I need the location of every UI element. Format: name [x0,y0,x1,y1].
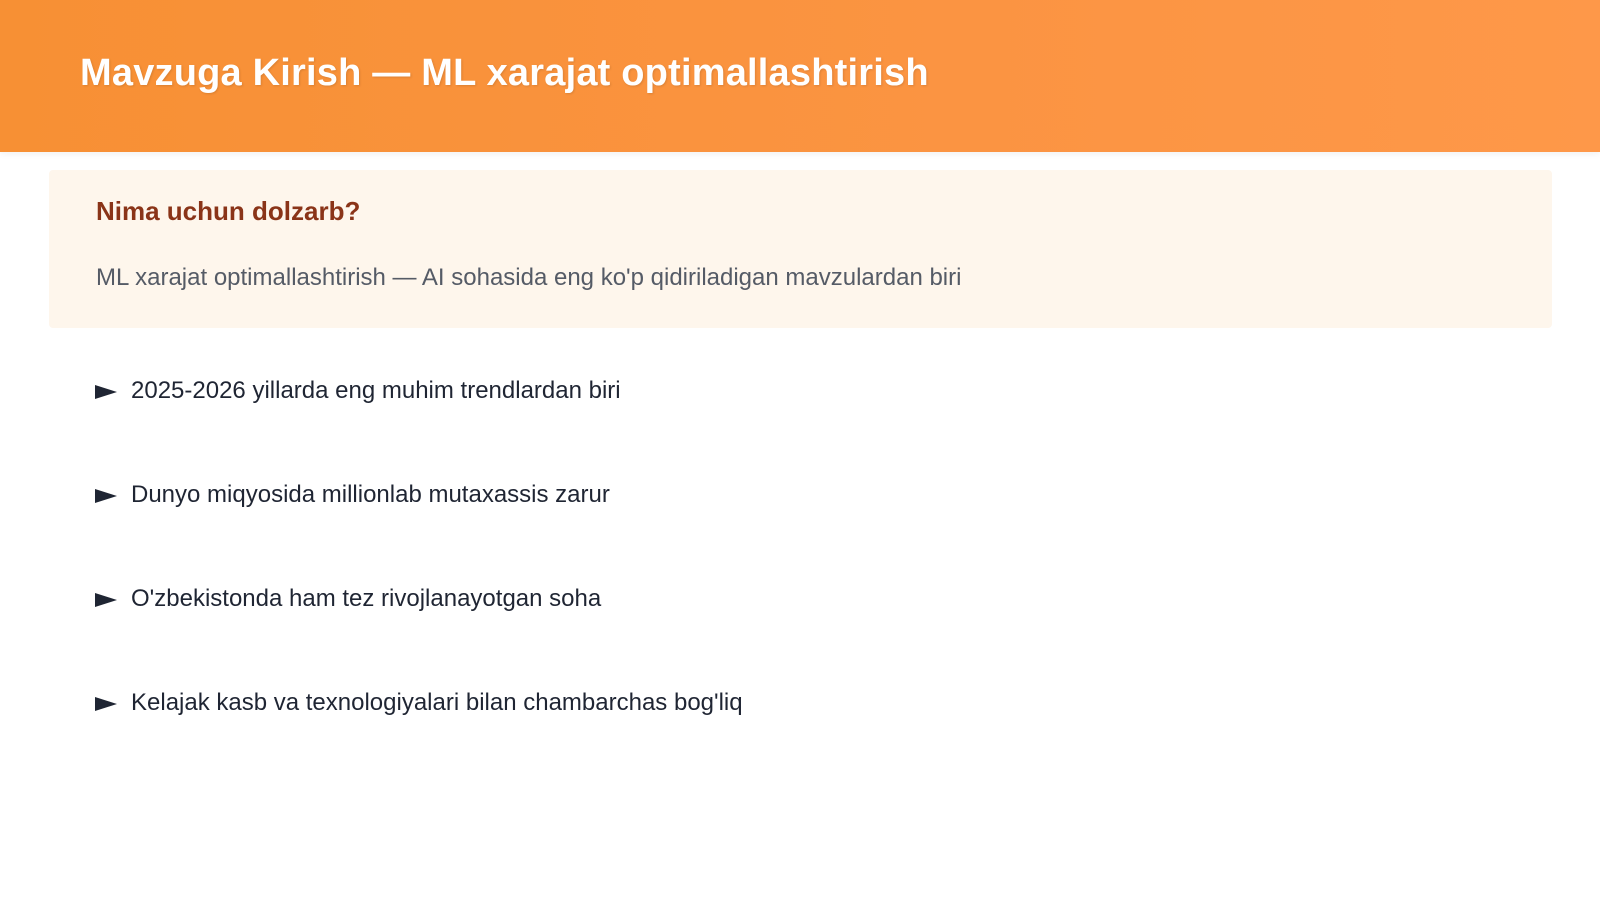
triangle-right-icon [95,489,117,503]
bullet-item [95,373,743,409]
bullet-text: Kelajak kasb va texnologiyalari bilan chambarchas bog'liq [131,689,743,716]
bullet-text: 2025-2026 yillarda eng muhim trendlardan biri [131,377,621,404]
bullet-item [95,477,743,513]
callout-title: Nima uchun dolzarb? [96,196,361,226]
slide-title: Mavzuga Kirish — ML xarajat optimallashtirish [80,52,929,94]
triangle-right-icon [95,593,117,607]
callout-text: ML xarajat optimallashtirish — AI sohasida eng ko'p qidiriladigan mavzulardan biri [96,264,962,291]
bullet-item [95,685,743,721]
bullet-text: Dunyo miqyosida millionlab mutaxassis zarur [131,481,610,508]
bullet-item [95,581,743,617]
triangle-right-icon [95,697,117,711]
bullet-text: O'zbekistonda ham tez rivojlanayotgan soha [131,585,602,612]
slide-header [0,0,1600,152]
triangle-right-icon [95,385,117,399]
bullet-list [95,373,743,789]
callout-box [49,170,1552,328]
